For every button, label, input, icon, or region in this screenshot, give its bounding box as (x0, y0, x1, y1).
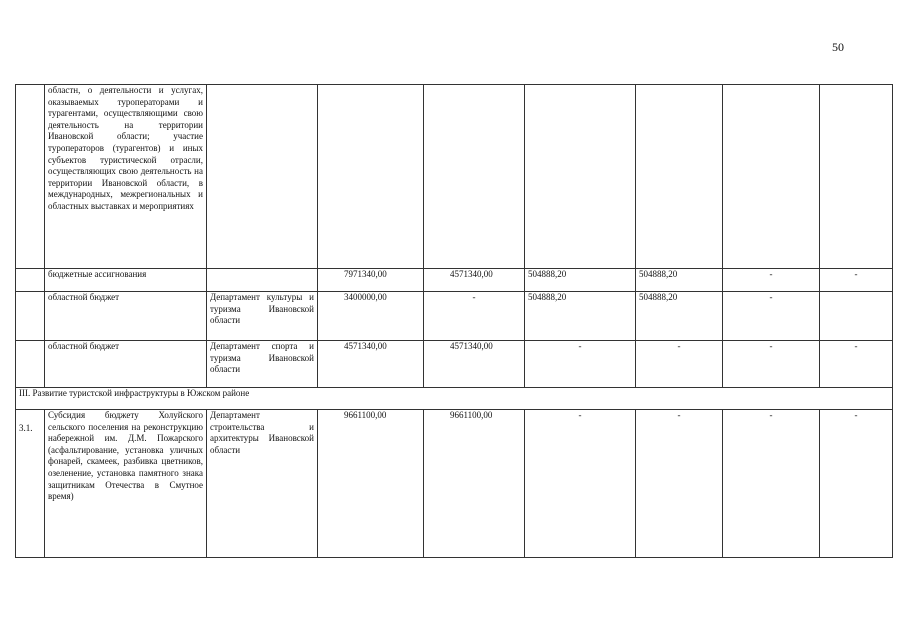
activity-description-cell: Субсидия бюджету Холуйского сельского поселения на реконструкцию набережной им. Д.М. Пожарского (асфальтирование, установка уличных фонарей, скамеек, разбивка цветников, озеленение, установка памятного знака защитникам Отечества в Смутное время) (45, 410, 207, 558)
amount-cell (820, 292, 893, 341)
row-number-cell: 3.1. (16, 410, 45, 558)
amount-cell (820, 85, 893, 269)
row-number-cell (16, 85, 45, 269)
amount-cell: - (525, 341, 636, 388)
amount-cell: - (525, 410, 636, 558)
amount-cell: - (424, 292, 525, 341)
amount-cell: - (723, 341, 820, 388)
page-number: 50 (832, 40, 844, 54)
amount-cell: - (636, 410, 723, 558)
executor-cell: Департамент строительства и архитектуры Ивановской области (207, 410, 318, 558)
row-number-cell (16, 292, 45, 341)
section-title: III. Развитие туристской инфраструктуры в Южском районе (16, 388, 893, 410)
amount-cell: 9661100,00 (424, 410, 525, 558)
amount-cell: - (723, 269, 820, 292)
amount-cell: 4571340,00 (424, 269, 525, 292)
amount-cell (723, 85, 820, 269)
executor-cell: Департамент культуры и туризма Ивановской области (207, 292, 318, 341)
amount-cell (636, 85, 723, 269)
activity-description-cell: областн, о деятельности и услугах, оказываемых туроператорами и турагентами, осуществляющими свою деятельность на территории Ивановской области; участие туроператоров (турагентов) и иных субъектов туристической отрасли, осуществляющих свою деятельность на территории Ивановской области, в международных, межрегиональных и областных выставках и мероприятиях (45, 85, 207, 269)
table-row (16, 292, 893, 341)
amount-cell: 4571340,00 (318, 341, 424, 388)
row-number-cell (16, 341, 45, 388)
amount-cell: 3400000,00 (318, 292, 424, 341)
amount-cell: 504888,20 (636, 269, 723, 292)
row-number-cell (16, 269, 45, 292)
amount-cell: 504888,20 (525, 269, 636, 292)
section-header-row (16, 388, 893, 410)
budget-table (15, 84, 893, 558)
amount-cell: 9661100,00 (318, 410, 424, 558)
amount-cell: - (723, 410, 820, 558)
amount-cell: - (820, 269, 893, 292)
amount-cell: - (636, 341, 723, 388)
funding-source-cell: бюджетные ассигнования (45, 269, 207, 292)
amount-cell: 4571340,00 (424, 341, 525, 388)
amount-cell (424, 85, 525, 269)
executor-cell: Департамент спорта и туризма Ивановской области (207, 341, 318, 388)
table-row (16, 410, 893, 558)
amount-cell: - (820, 341, 893, 388)
table-row (16, 341, 893, 388)
amount-cell: 504888,20 (636, 292, 723, 341)
executor-cell (207, 85, 318, 269)
amount-cell (318, 85, 424, 269)
amount-cell: - (723, 292, 820, 341)
table-row (16, 269, 893, 292)
amount-cell: - (820, 410, 893, 558)
funding-source-cell: областной бюджет (45, 292, 207, 341)
amount-cell (525, 85, 636, 269)
amount-cell: 504888,20 (525, 292, 636, 341)
table-row (16, 85, 893, 269)
executor-cell (207, 269, 318, 292)
funding-source-cell: областной бюджет (45, 341, 207, 388)
amount-cell: 7971340,00 (318, 269, 424, 292)
